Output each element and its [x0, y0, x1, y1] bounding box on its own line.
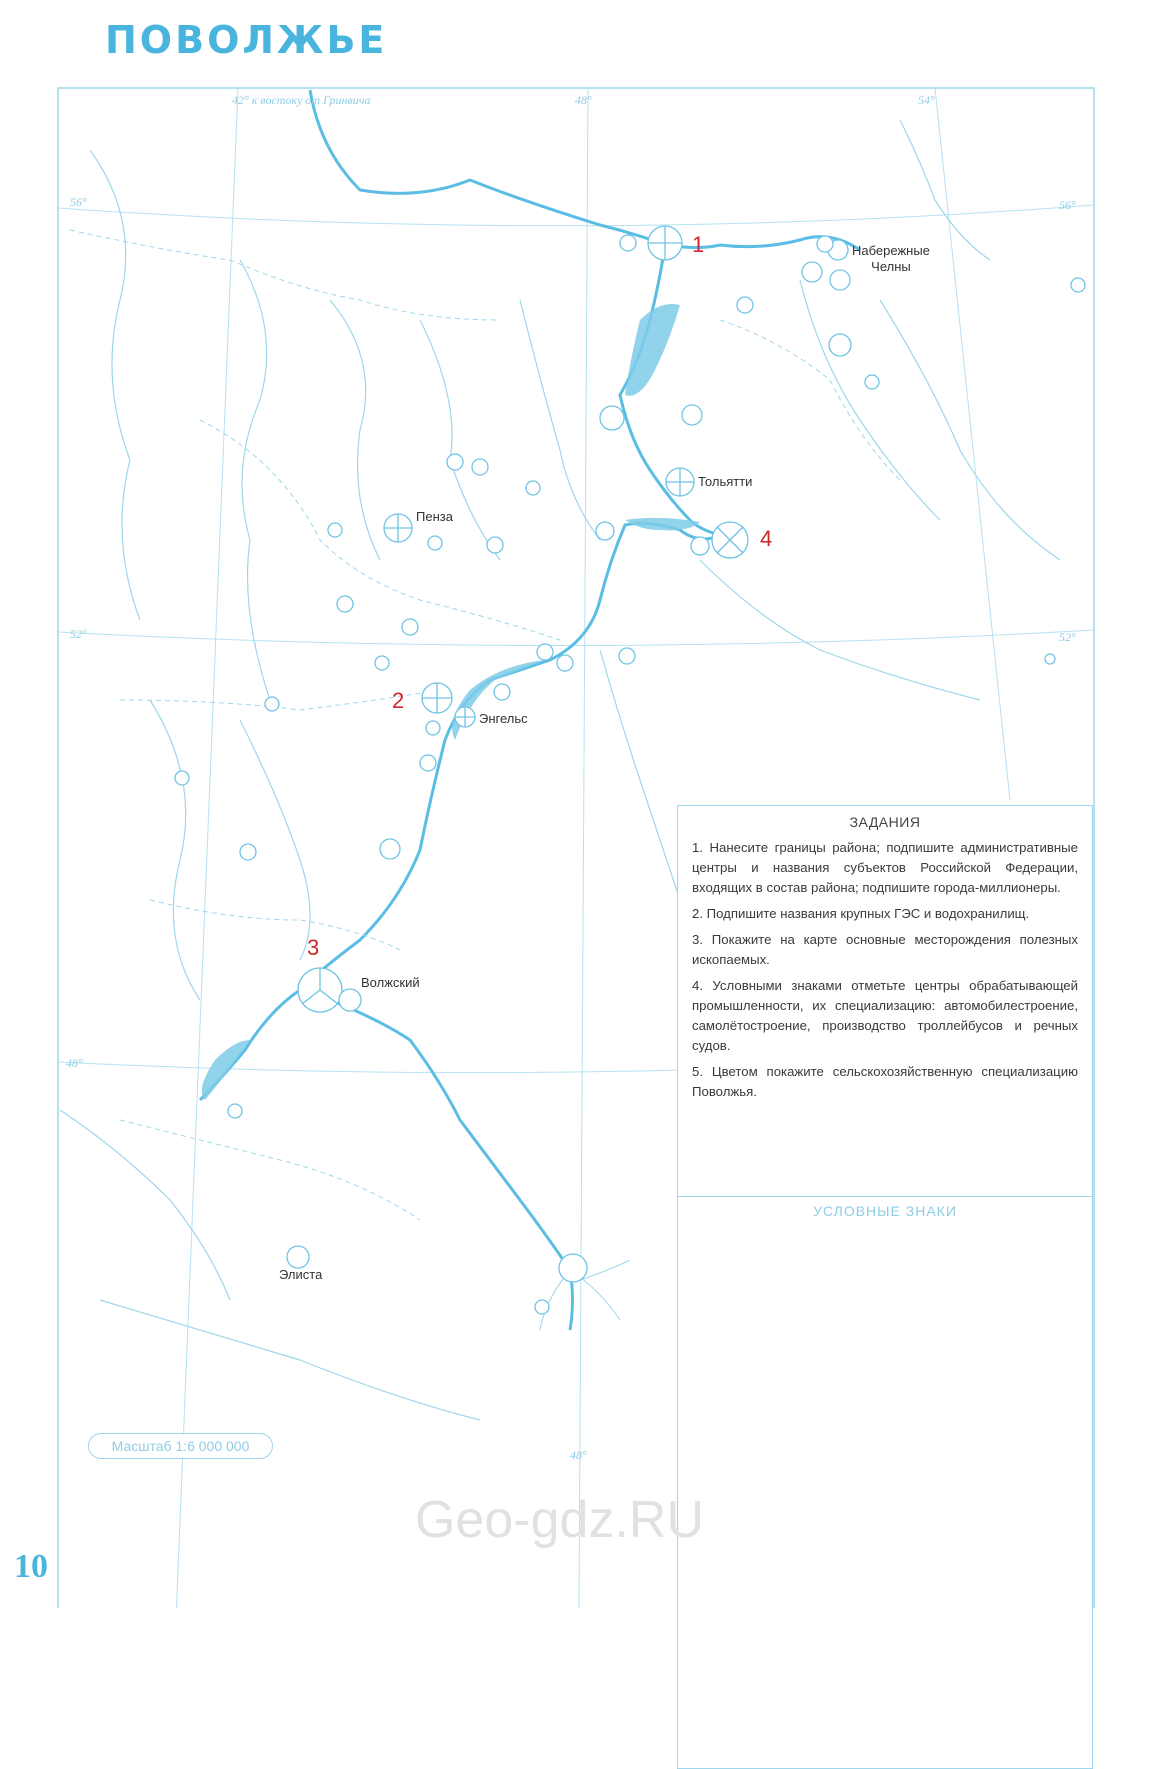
coord-lat-48-left: 48° [66, 1056, 83, 1070]
coord-lat-52-left: 52° [70, 627, 87, 641]
parallel-48 [58, 1062, 680, 1073]
coord-lon-48-top: 48° [575, 93, 592, 107]
city-label-elista: Элиста [279, 1267, 323, 1282]
tasks-heading: ЗАДАНИЯ [849, 814, 921, 830]
volgograd-reservoir [452, 660, 545, 740]
meridian-42 [170, 88, 238, 1608]
kuybyshev-reservoir [625, 304, 680, 396]
astrakhan-symbol [559, 1254, 587, 1282]
task-5: 5. Цветом покажите сельскохозяйственную специализацию Поволжья. [692, 1064, 1078, 1099]
coord-lon-54-top: 54° [918, 93, 935, 107]
task-1: 1. Нанесите границы района; подпишите административные центры и названия субъектов Российской Федерации, входящих в состав района; подпишите города-миллионеры. [692, 840, 1078, 895]
marker-2: 2 [392, 688, 405, 713]
marker-3: 3 [307, 935, 320, 960]
coord-lat-56-left: 56° [70, 195, 87, 209]
coord-meridian-top: 42° к востоку от Гринвича [232, 93, 371, 107]
meridian-48 [578, 88, 588, 1608]
watermark: Geo-gdz.RU [415, 1491, 704, 1549]
marker-1: 1 [692, 232, 705, 257]
city-label-penza: Пенза [416, 509, 453, 524]
city-label-volzhsky: Волжский [361, 975, 420, 990]
coord-lat-56-right: 56° [1059, 198, 1076, 212]
legend-heading: УСЛОВНЫЕ ЗНАКИ [813, 1203, 957, 1219]
tsimlyansk-reservoir [202, 1040, 250, 1100]
page-number: 10 [14, 1548, 48, 1585]
coord-lon-48-bottom: 48° [570, 1448, 587, 1462]
task-2: 2. Подпишите названия крупных ГЭС и водохранилищ. [692, 906, 1030, 921]
city-label-engels: Энгельс [479, 711, 528, 726]
volzhsky-symbol [339, 989, 361, 1011]
meridian-54 [935, 88, 1010, 800]
parallel-56 [58, 205, 1094, 226]
page-title: ПОВОЛЖЬЕ [105, 18, 388, 62]
tasks-panel [677, 805, 1093, 1197]
coord-lat-52-right: 52° [1059, 630, 1076, 644]
task-3: 3. Покажите на карте основные месторождения полезных ископаемых. [692, 932, 1078, 967]
scale-label: Масштаб 1:6 000 000 [88, 1433, 273, 1459]
elista-symbol [287, 1246, 309, 1268]
marker-4: 4 [760, 526, 773, 551]
city-label-naberezhnye-chelny: Набережные Челны [852, 243, 930, 274]
legend-panel [677, 1196, 1093, 1769]
ulyanovsk-symbol [600, 406, 624, 430]
city-label-tolyatti: Тольятти [698, 474, 753, 489]
task-4: 4. Условными знаками отметьте центры обрабатывающей промышленности, их специализацию: автомобилестроение, самолётостроение, производство троллейбусов и речных судов. [692, 978, 1078, 1053]
